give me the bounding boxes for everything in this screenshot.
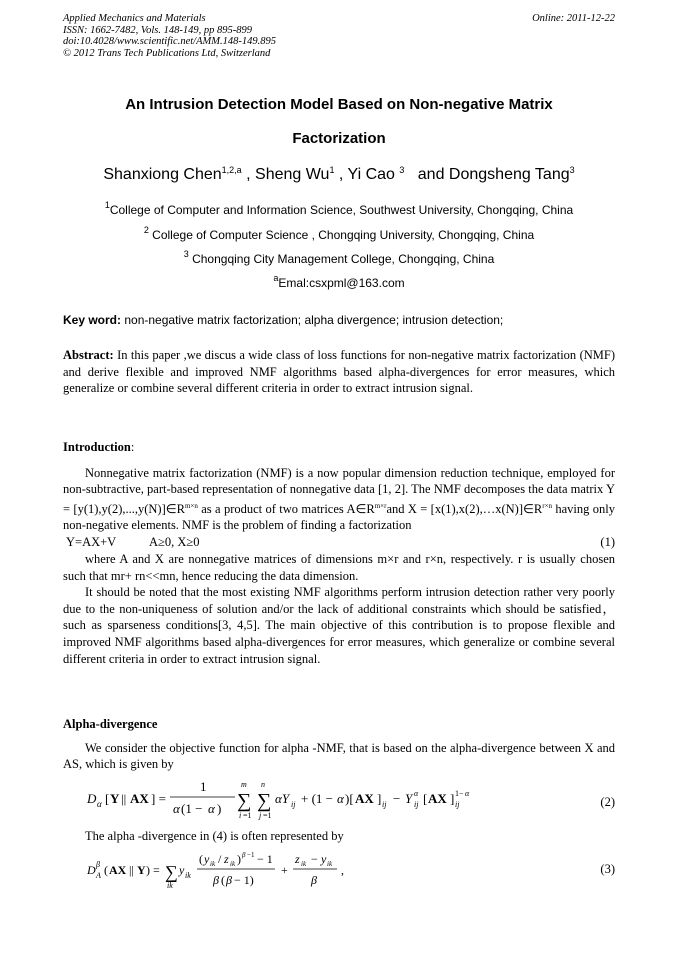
journal-name: Applied Mechanics and Materials xyxy=(63,13,206,24)
abstract-label: Abstract: xyxy=(63,348,114,362)
intro-text: having only non-negative elements. NMF is the problem of finding a factorization xyxy=(63,501,616,533)
svg-text:,: , xyxy=(341,863,344,877)
svg-text:/: / xyxy=(218,852,222,866)
title-line-2: Factorization xyxy=(292,130,386,147)
svg-text:β: β xyxy=(226,873,232,887)
issn-line: ISSN: 1662-7482, Vols. 148-149, pp 895-899 xyxy=(63,24,252,36)
svg-text:− 1: − 1 xyxy=(257,852,273,866)
equation-3 xyxy=(63,848,615,894)
svg-text:m: m xyxy=(241,780,247,789)
keywords xyxy=(63,313,615,327)
affiliation-sup: 1 xyxy=(104,200,110,210)
affiliation-text: College of Computer Science , Chongqing University, Chongqing, China xyxy=(152,228,535,242)
svg-text:α: α xyxy=(208,801,215,816)
svg-text:β: β xyxy=(311,873,317,887)
svg-text:y: y xyxy=(321,852,327,866)
equation-2-formula xyxy=(75,775,555,823)
svg-text:]: ] xyxy=(377,791,382,806)
svg-text:i: i xyxy=(239,811,242,820)
svg-text:α: α xyxy=(97,799,102,809)
intro-paragraph-3: It should be noted that the most existing NMF algorithms perform intrusion detection rather very poorly due to the non-uniqueness of solution and/or the lack of additional constraints which should be satisfied，such as sparseness conditions[3, 4,5]. The main objective of this contribution is to propose flexible and improved NMF algorithms based alpha-divergences for error measures, which generalize or combine several different criteria in order to extract intrusion signal. xyxy=(63,585,615,666)
intro-text: and X = [x(1),x(2),…x(N)]∈R xyxy=(386,501,543,516)
svg-text:y: y xyxy=(179,863,185,877)
svg-text:]: ] xyxy=(450,791,455,806)
svg-text:y: y xyxy=(204,852,210,866)
intro-paragraph-1 xyxy=(63,465,615,534)
equation-1-lhs: Y=AX+V xyxy=(66,534,117,549)
equation-3-number: (3) xyxy=(600,862,615,876)
copyright-line: © 2012 Trans Tech Publications Ltd, Switzerland xyxy=(63,47,271,59)
affiliation-sup: 2 xyxy=(143,225,149,235)
svg-text:[: [ xyxy=(423,791,428,806)
svg-text:AX: AX xyxy=(109,863,127,877)
svg-text:j: j xyxy=(259,811,262,820)
online-date: Online: 2011-12-22 xyxy=(532,13,615,24)
heading-colon: : xyxy=(130,440,135,454)
intro-text: Nonnegative matrix factorization (NMF) is a now popular dimension reduction technique, employed for non-subtractive, part-based representation of nonnegative data [1, 2]. The NMF decomposes the data matrix Y = [y(1),y(2),...,y(N)]∈R xyxy=(63,465,615,516)
alpha-divergence-heading: Alpha-divergence xyxy=(63,717,158,731)
svg-text:ij: ij xyxy=(455,800,460,809)
superscript: m×r xyxy=(374,501,387,510)
svg-text:AX: AX xyxy=(130,791,149,806)
paper-title xyxy=(63,88,615,156)
svg-text:β: β xyxy=(213,873,219,887)
alpha-paragraph-2: The alpha -divergence in (4) is often represented by xyxy=(85,829,344,843)
author-name: Yi Cao xyxy=(347,166,395,183)
svg-text:): ) xyxy=(237,852,241,866)
keywords-text: non-negative matrix factorization; alpha divergence; intrusion detection; xyxy=(124,313,504,327)
author-name: Shanxiong Chen xyxy=(103,166,222,183)
svg-text:α: α xyxy=(414,789,419,798)
svg-text:Y: Y xyxy=(405,791,413,806)
svg-text:− 1): − 1) xyxy=(234,873,254,887)
svg-text:(: ( xyxy=(221,873,225,887)
svg-text:ik: ik xyxy=(301,860,307,868)
svg-text:] =: ] = xyxy=(151,791,166,806)
alpha-divergence-section xyxy=(63,716,615,773)
svg-text:+ (1 −: + (1 − xyxy=(301,791,333,806)
svg-text:∑: ∑ xyxy=(257,790,272,812)
svg-text:||: || xyxy=(121,791,127,806)
superscript: r×n xyxy=(542,501,553,510)
equation-2-number: (2) xyxy=(600,795,615,809)
equation-1-number: (1) xyxy=(600,534,615,549)
affiliation-sup: 3 xyxy=(183,249,189,259)
author-separator: , xyxy=(241,166,256,183)
superscript: m×n xyxy=(184,501,198,510)
svg-text:(: ( xyxy=(104,863,108,877)
svg-text:ik: ik xyxy=(230,860,236,868)
page-header xyxy=(63,13,615,59)
svg-text:[: [ xyxy=(105,791,110,806)
doi-line: doi:10.4028/www.scientific.net/AMM.148-149.895 xyxy=(63,36,276,48)
svg-text:=1: =1 xyxy=(243,811,252,820)
abstract-text: In this paper ,we discus a wide class of loss functions for non-negative matrix factorization (NMF) and derive flexible and improved NMF algorithms based alpha-divergences for error measures, which generalize or combine several different criteria in order to extract intrusion signal. xyxy=(63,348,616,396)
author-name: Sheng Wu xyxy=(255,166,330,183)
svg-text:)[: )[ xyxy=(345,791,354,806)
affiliation-text: Chongqing City Management College, Chongqing, China xyxy=(192,252,495,266)
introduction-heading: Introduction xyxy=(63,440,131,454)
svg-text:−: − xyxy=(393,791,401,806)
affiliation-text: Emal:csxpml@163.com xyxy=(278,276,405,290)
svg-text:n: n xyxy=(261,780,265,789)
svg-text:AX: AX xyxy=(355,791,374,806)
svg-text:(: ( xyxy=(199,852,203,866)
equation-1 xyxy=(63,534,615,551)
alpha-paragraph-2-wrap xyxy=(63,828,615,845)
author-sup: 3 xyxy=(569,165,575,175)
svg-text:D: D xyxy=(87,791,97,806)
affiliation-sup: a xyxy=(273,273,279,283)
svg-text:α: α xyxy=(465,789,470,798)
svg-text:ik: ik xyxy=(185,871,191,880)
svg-text:AX: AX xyxy=(428,791,447,806)
svg-text:−: − xyxy=(311,852,318,866)
svg-text:z: z xyxy=(295,852,300,866)
affiliation-1 xyxy=(63,200,615,217)
svg-text:αY: αY xyxy=(275,791,290,806)
svg-text:=1: =1 xyxy=(263,811,272,820)
svg-text:ij: ij xyxy=(291,800,296,809)
svg-text:Y: Y xyxy=(110,791,120,806)
svg-text:D: D xyxy=(87,863,96,877)
author-sup: 1 xyxy=(329,165,335,175)
svg-text:α: α xyxy=(337,791,344,806)
svg-text:Y: Y xyxy=(137,863,146,877)
svg-text:α: α xyxy=(173,801,180,816)
svg-text:(1 −: (1 − xyxy=(181,801,203,816)
svg-text:β: β xyxy=(242,851,246,859)
svg-text:ik: ik xyxy=(210,860,216,868)
affiliation-text: College of Computer and Information Science, Southwest University, Chongqing, China xyxy=(109,203,574,217)
affiliation-2 xyxy=(63,225,615,242)
svg-text:1−: 1− xyxy=(455,789,464,798)
svg-text:∑: ∑ xyxy=(237,790,252,812)
introduction-section xyxy=(63,439,615,667)
title-line-1: An Intrusion Detection Model Based on Non-negative Matrix xyxy=(125,96,553,113)
affiliation-3 xyxy=(63,249,615,266)
svg-text:+: + xyxy=(281,863,288,877)
author-separator: , xyxy=(334,166,348,183)
alpha-paragraph-1: We consider the objective function for alpha -NMF, that is based on the alpha-divergence between X and AS, which is given by xyxy=(63,740,615,772)
keywords-label: Key word: xyxy=(63,313,122,327)
author-list xyxy=(63,166,615,184)
svg-text:ik: ik xyxy=(327,860,333,868)
author-and: and xyxy=(417,166,445,183)
svg-text:||: || xyxy=(129,863,134,877)
equation-2 xyxy=(63,775,615,823)
equation-3-formula xyxy=(75,848,495,894)
svg-text:ik: ik xyxy=(167,881,173,890)
abstract xyxy=(63,347,615,397)
author-name: Dongsheng Tang xyxy=(448,166,570,183)
svg-text:β: β xyxy=(96,860,100,869)
svg-text:∑: ∑ xyxy=(165,862,178,882)
equation-1-constraints: A≥0, X≥0 xyxy=(149,534,200,549)
svg-text:ij: ij xyxy=(414,800,419,809)
svg-text:A: A xyxy=(96,871,101,880)
intro-paragraph-2: where A and X are nonnegative matrices of dimensions m×r and r×n, respectively. r is usually chosen such that mr+ rn<<mn, hence reducing the data dimension. xyxy=(63,551,615,583)
author-sup: 3 xyxy=(399,165,405,175)
intro-text: as a product of two matrices A∈R xyxy=(197,501,375,516)
affiliation-email xyxy=(63,273,615,290)
svg-text:−1: −1 xyxy=(247,851,255,859)
svg-text:1: 1 xyxy=(200,779,207,794)
svg-text:ij: ij xyxy=(382,800,387,809)
svg-text:z: z xyxy=(224,852,229,866)
author-sup: 1,2,a xyxy=(221,165,242,175)
svg-text:): ) xyxy=(217,801,222,816)
svg-text:) =: ) = xyxy=(146,863,160,877)
